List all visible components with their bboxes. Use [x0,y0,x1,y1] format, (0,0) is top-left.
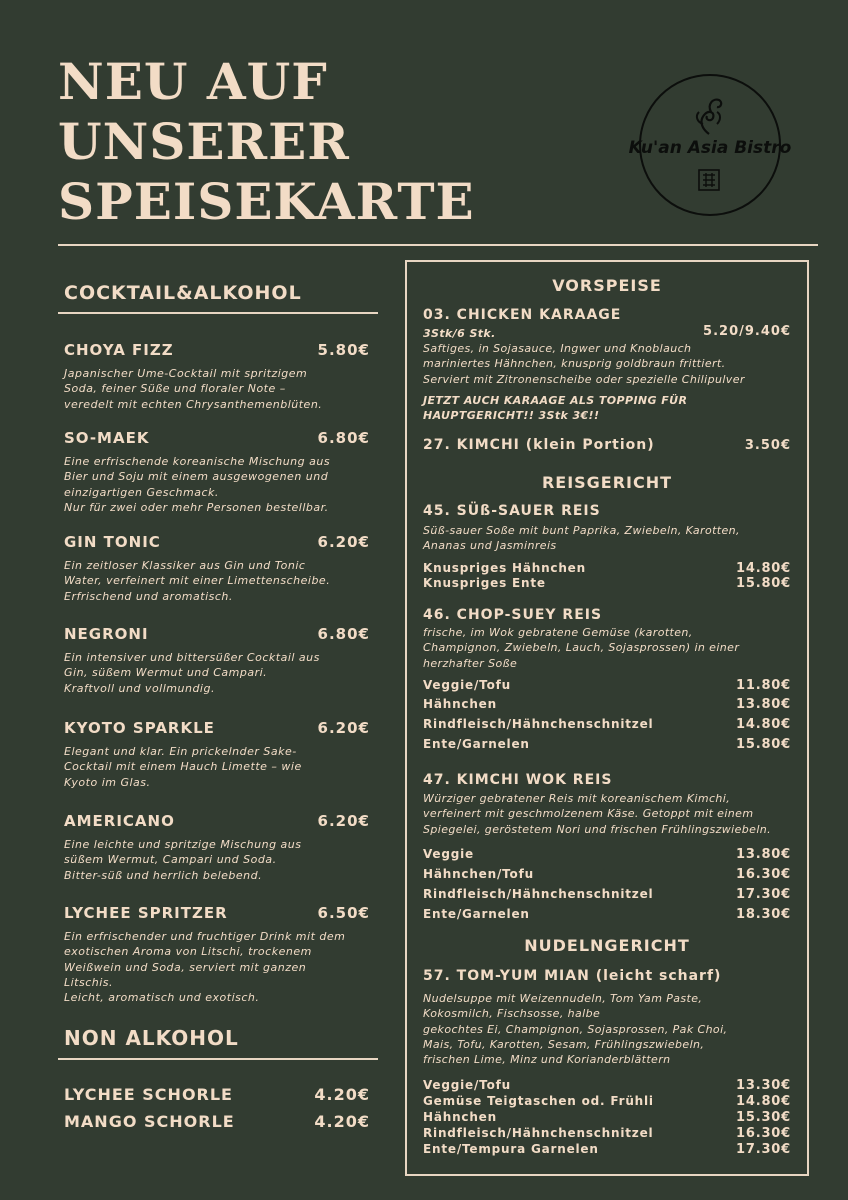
menu-item [64,341,370,412]
item-price: 6.50€ [317,904,370,922]
bistro-logo [628,74,792,216]
chinese-seal-icon [697,168,721,192]
item-name: MANGO SCHORLE [64,1112,235,1131]
price-option: Veggie 13.80€ [423,847,791,862]
item-description: Ein erfrischender und fruchtiger Drink mit dem exotischen Aroma von Litschi, trockenem Weißwein und Soda, serviert mit ganzen Litschis. Leicht, aromatisch und exotisch. [64,930,346,1005]
section-heading-nudeln: NUDELNGERICHT [524,936,690,955]
title-line: UNSERER [58,112,350,171]
dish-description: Saftiges, in Sojasauce, Ingwer und Knoblauch mariniertes Hähnchen, knusprig goldbraun frittiert. Serviert mit Zitronenscheibe oder spezielle Chilipulver [423,342,745,386]
item-description: Japanischer Ume-Cocktail mit spritzigem Soda, feiner Süße und floraler Note – veredelt mit echten Chrysanthemenblüten. [64,367,323,411]
dish-price: 3.50€ [744,438,791,453]
item-price: 4.20€ [314,1112,370,1131]
title-line: SPEISEKARTE [58,172,475,231]
menu-item [64,533,370,604]
item-price: 4.20€ [314,1085,370,1104]
item-description: Elegant und klar. Ein prickelnder Sake- Cocktail mit einem Hauch Limette – wie Kyoto im Glas. [64,745,302,789]
price-option: Hähnchen/Tofu 16.30€ [423,867,791,882]
item-price: 6.80€ [317,625,370,643]
price-option: Rindfleisch/Hähnchenschnitzel 16.30€ [423,1126,791,1141]
item-name: NEGRONI [64,625,149,643]
topping-note: JETZT AUCH KARAAGE ALS TOPPING FÜR HAUPTGERICHT!! 3Stk 3€!! [423,394,688,423]
food-menu-box [405,260,809,1176]
menu-item [64,429,370,515]
page-title [58,52,475,232]
menu-item [64,1112,370,1131]
dish-name: 27. KIMCHI (klein Portion) [423,437,655,453]
section-heading-cocktail: COCKTAIL&ALKOHOL [64,282,302,304]
dish-name: 03. CHICKEN KARAAGE [423,307,622,323]
price-option: Veggie/Tofu 11.80€ [423,678,791,693]
item-name: LYCHEE SCHORLE [64,1085,233,1104]
dish-name: 57. TOM-YUM MIAN (leicht scharf) [423,968,722,984]
item-price: 6.20€ [317,719,370,737]
menu-item [64,719,370,790]
item-name: LYCHEE SPRITZER [64,904,228,922]
item-name: CHOYA FIZZ [64,341,174,359]
dish-description: Nudelsuppe mit Weizennudeln, Tom Yam Paste, Kokosmilch, Fischsosse, halbe gekochtes Ei, Champignon, Sojasprossen, Pak Choi, Mais, Tofu, Karotten, Sesam, Frühlingszwiebeln, frischen Lime, Minz und Korianderblättern [423,992,728,1067]
price-option: Rindfleisch/Hähnchenschnitzel 14.80€ [423,717,791,732]
item-price: 6.20€ [317,533,370,551]
price-option: Gemüse Teigtaschen od. Frühli 14.80€ [423,1094,791,1109]
price-option: Rindfleisch/Hähnchenschnitzel 17.30€ [423,887,791,902]
dish-description: frische, im Wok gebratene Gemüse (karotten, Champignon, Zwiebeln, Lauch, Sojasprossen) in einer herzhafter Soße [423,626,740,670]
item-description: Eine leichte und spritzige Mischung aus süßem Wermut, Campari und Soda. Bitter-süß und herrlich belebend. [64,838,302,882]
logo-text: Ku'an Asia Bistro [628,138,792,158]
item-price: 5.80€ [317,341,370,359]
section-heading-reis: REISGERICHT [541,473,673,492]
item-name: SO-MAEK [64,429,150,447]
item-description: Eine erfrischende koreanische Mischung aus Bier und Soju mit einem ausgewogenen und einzigartigen Geschmack. Nur für zwei oder mehr Personen bestellbar. [64,455,331,514]
dish-name: 47. KIMCHI WOK REIS [423,772,613,788]
price-option: Hähnchen 15.30€ [423,1110,791,1125]
dish-description: Würziger gebratener Reis mit koreanischem Kimchi, verfeinert mit geschmolzenem Käse. Getoppt mit einem Spiegelei, geröstetem Nori und frischen Frühlingszwiebeln. [423,792,772,836]
item-description: Ein zeitloser Klassiker aus Gin und Tonic Water, verfeinert mit einer Limettenscheibe. Erfrischend und aromatisch. [64,559,331,603]
price-option: Ente/Garnelen 15.80€ [423,737,791,752]
item-price: 6.20€ [317,812,370,830]
section-divider [58,1058,378,1060]
dish-name: 46. CHOP-SUEY REIS [423,607,603,623]
menu-item [64,904,370,1005]
menu-item [64,1085,370,1104]
section-divider [58,312,378,314]
price-option: Ente/Tempura Garnelen 17.30€ [423,1142,791,1157]
item-name: GIN TONIC [64,533,161,551]
item-name: KYOTO SPARKLE [64,719,215,737]
dish-portion: 3Stk/6 Stk. [423,327,496,340]
menu-item [64,625,370,696]
item-price: 6.80€ [317,429,370,447]
dish-price: 5.20/9.40€ [703,324,791,339]
section-heading-non-alkohol: NON ALKOHOL [64,1026,239,1050]
dish-name: 45. SÜß-SAUER REIS [423,503,601,519]
section-heading-vorspeise: VORSPEISE [552,276,662,295]
item-name: AMERICANO [64,812,175,830]
price-option: Ente/Garnelen 18.30€ [423,907,791,922]
title-line: NEU AUF [58,52,328,111]
price-option: Hähnchen 13.80€ [423,697,791,712]
header-divider [58,244,818,246]
price-option: Knuspriges Hähnchen 14.80€ [423,561,791,576]
price-option: Veggie/Tofu 13.30€ [423,1078,791,1093]
item-description: Ein intensiver und bittersüßer Cocktail aus Gin, süßem Wermut und Campari. Kraftvoll und vollmundig. [64,651,320,695]
price-option: Knuspriges Ente 15.80€ [423,576,791,591]
dish-description: Süß-sauer Soße mit bunt Paprika, Zwiebeln, Karotten, Ananas und Jasminreis [423,524,740,553]
menu-item [64,812,370,883]
cloud-swirl-icon [691,94,727,136]
